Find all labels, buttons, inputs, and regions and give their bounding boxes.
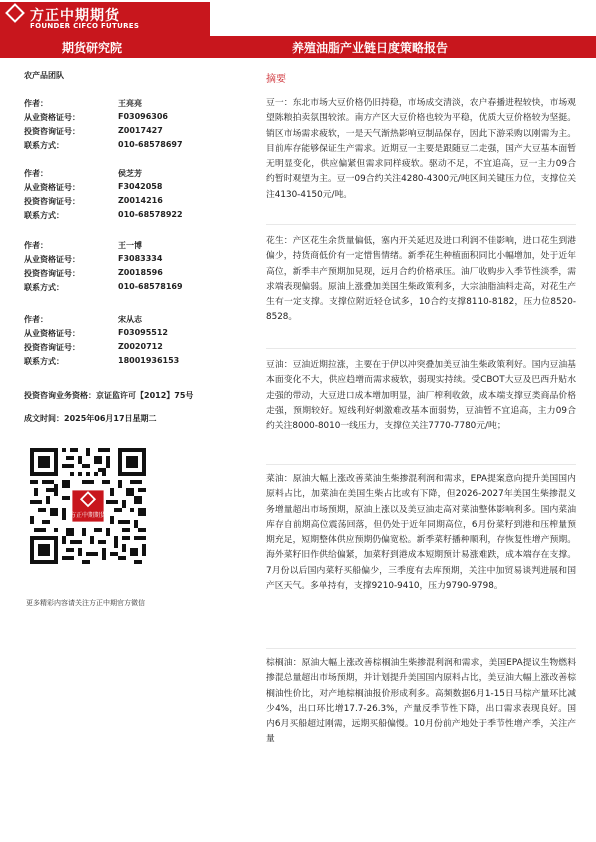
section-text: 原油大幅上涨改善棕榈油生柴掺混利润和需求，美国EPA提议生物燃料掺混总量超出市场预期，并计划提升美国国内原料占比，美豆油大幅上涨改善棕榈油性价比，对产地棕榈油报价形成利多。高频数据6月1-15日马棕产量环比减少4%，出口环比增17.7-26.3%，产量反季节性下降，出口需求表现良好。国内6月买船超过刚需，远期买船偏慢。10月份前产地处于季节性增产季，关注产量 <box>266 658 576 745</box>
summary-section-soybean-oil <box>266 358 576 434</box>
invest-consult-number: Z0017427 <box>118 126 163 135</box>
qualification-label: 从业资格证号： <box>24 255 80 264</box>
author-role-label: 作者： <box>24 169 48 178</box>
section-label: 菜油： <box>266 474 293 484</box>
summary-section-soybean1 <box>266 96 576 203</box>
contact-label: 联系方式： <box>24 211 64 220</box>
qualification-number: F3042058 <box>118 182 163 191</box>
section-divider <box>266 648 576 649</box>
author-role-label: 作者： <box>24 315 48 324</box>
contact-phone: 010-68578697 <box>118 140 183 149</box>
wechat-qr-code <box>30 448 146 564</box>
author-role-label: 作者： <box>24 241 48 250</box>
invest-consult-label: 投资咨询证号： <box>24 269 80 278</box>
qualification-label: 从业资格证号： <box>24 329 80 338</box>
section-label: 豆一： <box>266 98 293 108</box>
summary-section-peanut <box>266 234 576 326</box>
summary-column <box>266 70 578 840</box>
author-card <box>24 240 250 296</box>
invest-consult-label: 投资咨询证号： <box>24 343 80 352</box>
author-name: 王一博 <box>118 241 142 250</box>
logo-english-name: FOUNDER CIFCO FUTURES <box>30 22 140 30</box>
logo-chinese-name: 方正中期期货 <box>30 8 120 24</box>
header-bar <box>0 36 596 58</box>
invest-consult-label: 投资咨询证号： <box>24 197 80 206</box>
qualification-number: F3083334 <box>118 254 163 263</box>
summary-section-rapeseed-oil <box>266 472 576 594</box>
section-text: 东北市场大豆价格仍旧持稳，市场成交清淡，农户春播进程较快，市场观望陈粮拍卖氛围较浓。南方产区大豆价格也较为平稳，优质大豆价格较为坚挺。销区市场需求疲软，一是天气渐热影响豆制品保存，因此下游采购以刚需为主。目前库存能够保证生产需求。近期豆一主要是跟随豆二走强，国产大豆基本面暂无明显变化，供应偏紧但需求同样疲软。驱动不足，不宜追高，豆一主力09合约暂时观望为主。豆一09合约关注4280-4300元/吨区间关键压力位，支撑位关注4130-4150元/吨。 <box>266 98 576 200</box>
contact-phone: 010-68578922 <box>118 210 183 219</box>
section-label: 花生： <box>266 236 293 246</box>
section-text: 原油大幅上涨改善菜油生柴掺混利润和需求，EPA提案意向提升美国国内原料占比，加菜油在美国生柴占比或有下降，但2026-2027年美国生柴掺混义务增量超出市场预期，原油上涨以及美豆油走高对菜油整体影响利多。国内菜油库存自前期高位震荡回落，但仍处于近年同期高位，6月份菜籽到港和压榨量预期充足，短期整体供应预期仍偏宽松。新季菜籽播种顺利，存恢复性增产预期。海外菜籽旧作供给偏紧，加菜籽到港成本短期预计易涨难跌，成本端存在支撑。7月份以后国内菜籽买船偏少，三季度有去库预期，关注中加贸易谈判进展和国产区天气。多单持有，支撑9210-9410，压力9790-9798。 <box>266 474 576 592</box>
contact-phone: 010-68578169 <box>118 282 183 291</box>
qualification-number: F03096306 <box>118 112 168 121</box>
invest-consult-number: Z0018596 <box>118 268 163 277</box>
publish-date: 成文时间：2025年06月17日星期二 <box>24 414 157 423</box>
author-name: 王亮亮 <box>118 99 142 108</box>
investment-qualification: 投资咨询业务资格：京证监许可【2012】75号 <box>24 391 194 400</box>
department-name: 期货研究院 <box>62 41 123 55</box>
summary-section-palm-oil <box>266 656 576 748</box>
contact-label: 联系方式： <box>24 141 64 150</box>
qualification-number: F03095512 <box>118 328 168 337</box>
qr-caption: 更多精彩内容请关注方正中期官方微信 <box>26 599 145 607</box>
brand-logo <box>0 2 210 36</box>
author-card <box>24 98 250 154</box>
contact-phone: 18001936153 <box>118 356 180 365</box>
summary-heading: 摘要 <box>266 74 286 85</box>
section-label: 棕榈油： <box>266 658 302 668</box>
invest-consult-number: Z0014216 <box>118 196 163 205</box>
invest-consult-number: Z0020712 <box>118 342 163 351</box>
section-divider <box>266 348 576 349</box>
qualification-label: 从业资格证号： <box>24 113 80 122</box>
logo-diamond-icon <box>5 3 25 23</box>
qualification-label: 从业资格证号： <box>24 183 80 192</box>
author-name: 宋从志 <box>118 315 142 324</box>
author-role-label: 作者： <box>24 99 48 108</box>
contact-label: 联系方式： <box>24 357 64 366</box>
invest-consult-label: 投资咨询证号： <box>24 127 80 136</box>
report-title: 养殖油脂产业链日度策略报告 <box>292 41 449 55</box>
author-card <box>24 314 250 370</box>
header-top <box>0 0 596 36</box>
qr-center-logo-text: 方正中期期货 <box>69 511 107 519</box>
section-text: 豆油近期拉涨，主要在于伊以冲突叠加美豆油生柴政策利好。国内豆油基本面变化不大，供应趋增而需求疲软，弱现实持续。受CBOT大豆及巴西升贴水走强的带动，大豆进口成本增加明显，油厂榨利收敛，成本端支撑豆类商品价格走强，预期较好。短线利好刺激难改基本面弱势，豆油暂不宜追高，主力09合约关注8000-8010一线压力，支撑位关注7770-7780元/吨； <box>266 360 576 432</box>
section-divider <box>266 464 576 465</box>
section-label: 豆油： <box>266 360 293 370</box>
section-text: 产区花生余货量偏低，塞内开关延迟及进口利润不佳影响，进口花生到港偏少，持货商低价有一定惜售情绪。新季花生种植面积同比小幅增加，处于近年高位，新季丰产预期加見现，远月合约价格承压。油厂收购步入季节性淡季，需求端表现偏弱。原油上涨叠加美国生柴政策利多，大宗油脂油料走高，对花生产生有一定支撑。支撑位附近轻仓试多，10合约支撑8110-8182，压力位8520-8528。 <box>266 236 576 323</box>
author-card <box>24 168 250 224</box>
team-name: 农产品团队 <box>24 71 64 80</box>
author-name: 侯芝芳 <box>118 169 142 178</box>
section-divider <box>266 224 576 225</box>
contact-label: 联系方式： <box>24 283 64 292</box>
